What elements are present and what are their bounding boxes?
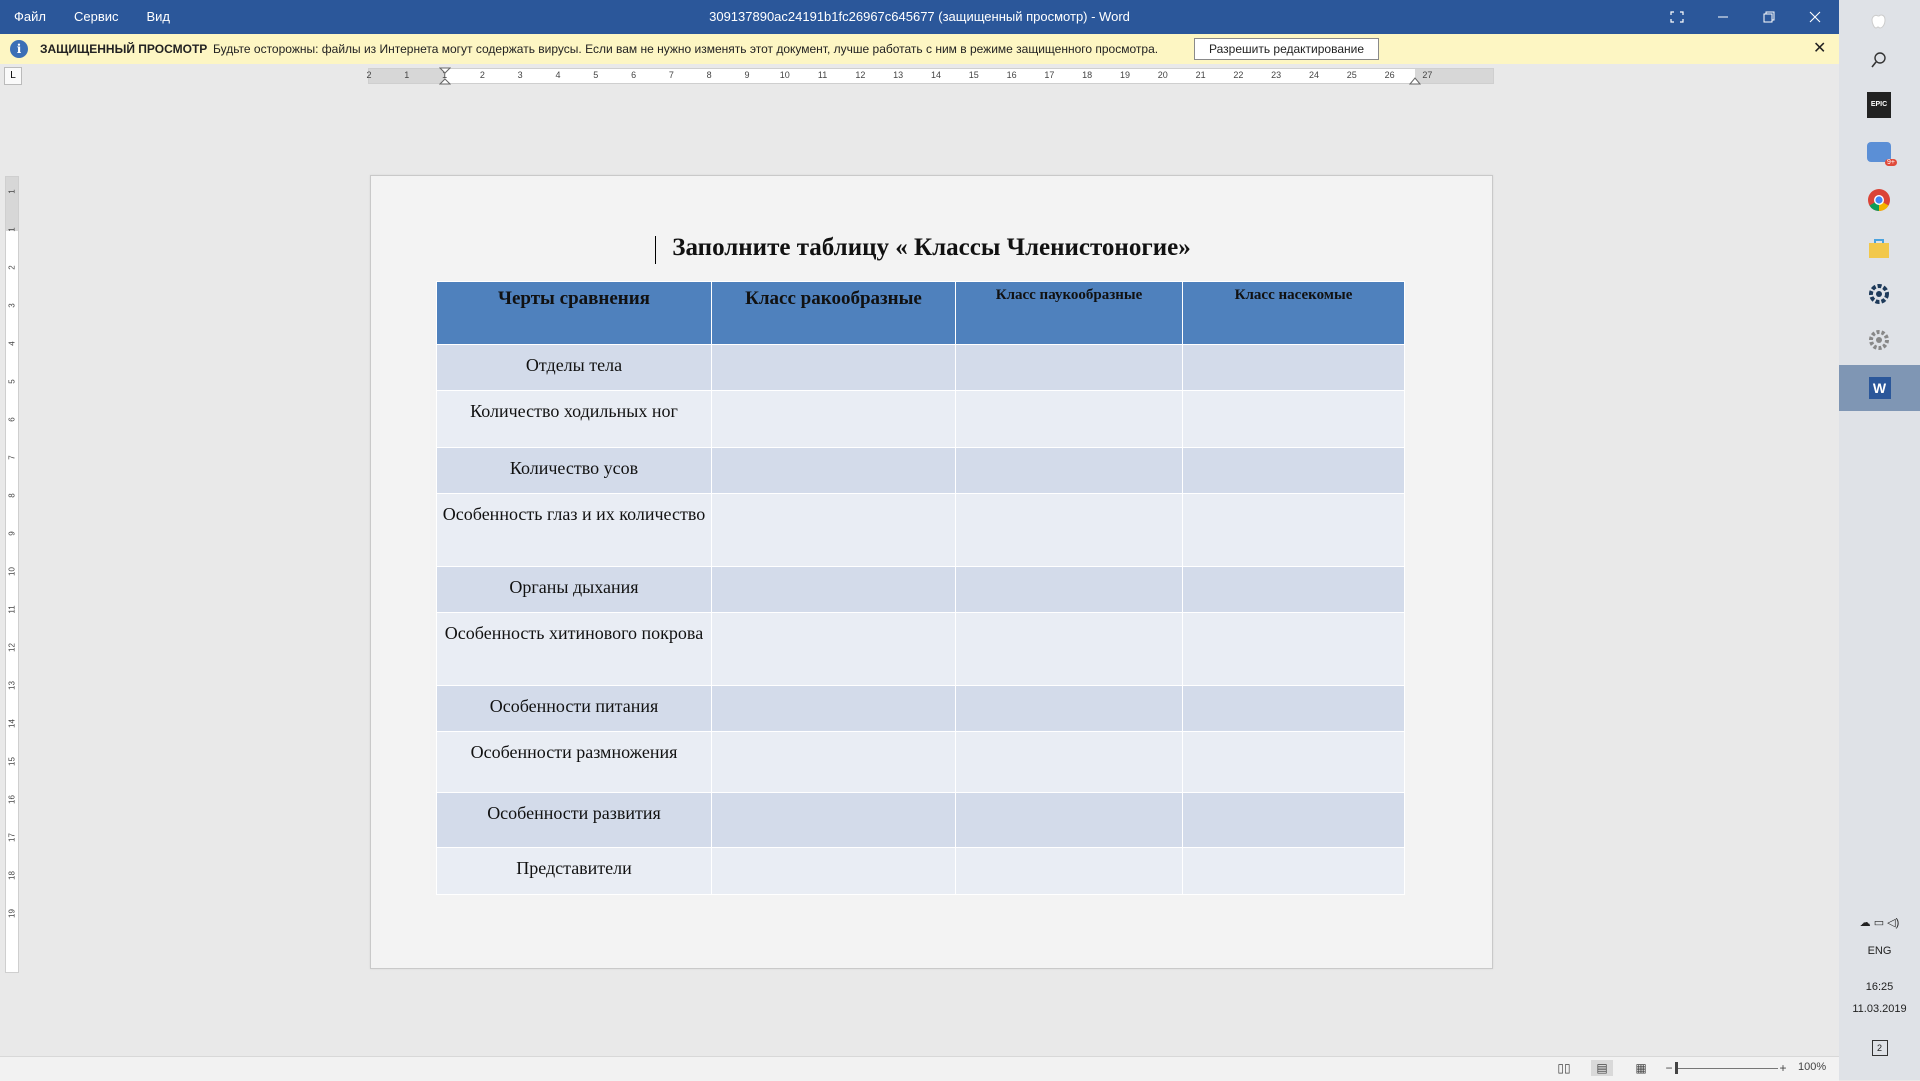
zoom-in-button[interactable]: + (1779, 1061, 1787, 1075)
right-indent-marker-icon[interactable] (1409, 73, 1421, 85)
ruler-tick-label: 7 (668, 70, 674, 80)
table-row (437, 613, 1405, 686)
answer-cell[interactable] (956, 793, 1183, 848)
fullscreen-button[interactable] (1654, 0, 1700, 34)
status-bar (0, 1056, 1839, 1081)
ruler-tick-label: 9 (744, 70, 750, 80)
answer-cell[interactable] (712, 494, 956, 567)
ruler-tick-label: 8 (706, 70, 712, 80)
answer-cell[interactable] (1183, 848, 1405, 895)
word-icon: W (1869, 377, 1891, 399)
answer-cell[interactable] (956, 848, 1183, 895)
store-icon[interactable] (1857, 230, 1901, 266)
table-row (437, 686, 1405, 732)
horizontal-ruler[interactable] (0, 64, 1839, 86)
answer-cell[interactable] (712, 391, 956, 448)
vruler-tick-label: 10 (7, 567, 17, 576)
header-crustaceans[interactable]: Класс ракообразные (712, 282, 956, 345)
header-insects[interactable]: Класс насекомые (1183, 282, 1405, 345)
vruler-tick-label: 11 (7, 605, 17, 614)
answer-cell[interactable] (1183, 613, 1405, 686)
apple-icon[interactable] (1857, 2, 1901, 38)
vruler-tick-label: 1 (7, 227, 17, 232)
settings-icon[interactable] (1857, 322, 1901, 358)
web-layout-icon[interactable]: ▦ (1635, 1061, 1647, 1075)
close-button[interactable] (1792, 0, 1838, 34)
clock-time[interactable]: 16:25 (1865, 981, 1894, 993)
vruler-tick-label: 4 (7, 341, 17, 346)
print-layout-icon[interactable]: ▤ (1591, 1060, 1613, 1076)
feature-cell[interactable]: Количество ходильных ног (437, 391, 712, 448)
epic-games-icon[interactable]: EPIC (1857, 87, 1901, 123)
ruler-tick-label: 13 (893, 70, 904, 80)
table-row (437, 494, 1405, 567)
answer-cell[interactable] (956, 567, 1183, 613)
close-icon (1809, 11, 1821, 23)
answer-cell[interactable] (956, 732, 1183, 793)
vruler-tick-label: 8 (7, 493, 17, 498)
ruler-tick-label: 19 (1119, 70, 1131, 80)
enable-editing-button[interactable]: Разрешить редактирование (1194, 38, 1379, 60)
restore-icon (1763, 11, 1775, 23)
ruler-tick-label: 5 (593, 70, 599, 80)
search-icon[interactable] (1857, 42, 1901, 78)
vruler-tick-label: 18 (7, 871, 17, 880)
feature-cell[interactable]: Особенности размножения (437, 732, 712, 793)
ruler-tick-label: 21 (1195, 70, 1206, 80)
minimize-icon (1717, 11, 1729, 23)
tab-selector[interactable]: L (4, 67, 22, 85)
table-header-row (437, 282, 1405, 345)
header-arachnids[interactable]: Класс паукообразные (956, 282, 1183, 345)
answer-cell[interactable] (712, 345, 956, 391)
clock-date[interactable]: 11.03.2019 (1852, 1003, 1907, 1015)
word-taskbar-button[interactable] (1839, 365, 1920, 411)
taskbar (1839, 0, 1920, 1080)
language-indicator[interactable]: ENG (1867, 945, 1892, 957)
table-row (437, 848, 1405, 895)
ruler-tick-label: 26 (1384, 70, 1395, 80)
restore-button[interactable] (1746, 0, 1792, 34)
answer-cell[interactable] (956, 448, 1183, 494)
answer-cell[interactable] (956, 494, 1183, 567)
answer-cell[interactable] (1183, 345, 1405, 391)
vruler-tick-label: 14 (7, 719, 17, 728)
notification-center-icon[interactable]: 2 (1839, 1040, 1920, 1056)
header-features[interactable]: Черты сравнения (437, 282, 712, 345)
ruler-tick-label: 18 (1082, 70, 1093, 80)
ruler-tick-label: 11 (817, 70, 828, 80)
vruler-tick-label: 17 (7, 833, 17, 842)
title-bar (0, 0, 1839, 34)
feature-cell[interactable]: Особенности питания (437, 686, 712, 732)
close-message-bar-icon[interactable]: ✕ (1813, 40, 1827, 57)
vertical-ruler[interactable] (5, 176, 19, 973)
vruler-tick-label: 15 (7, 757, 17, 766)
protected-view-message: Будьте осторожны: файлы из Интернета могут содержать вирусы. Если вам не нужно изменять этот документ, лучше работать с ним в режиме защищенного просмотра. (213, 42, 1159, 56)
ruler-tick-label: 1 (442, 70, 448, 80)
comparison-table[interactable] (436, 281, 1405, 895)
answer-cell[interactable] (1183, 567, 1405, 613)
feature-cell[interactable]: Особенность хитинового покрова (437, 613, 712, 686)
feature-cell[interactable]: Отделы тела (437, 345, 712, 391)
table-row (437, 448, 1405, 494)
minimize-button[interactable] (1700, 0, 1746, 34)
chrome-icon[interactable] (1857, 182, 1901, 218)
answer-cell[interactable] (712, 448, 956, 494)
answer-cell[interactable] (1183, 391, 1405, 448)
ruler-tick-label: 2 (479, 70, 485, 80)
ruler-tick-label: 12 (855, 70, 866, 80)
protected-view-bar (0, 34, 1839, 65)
vruler-tick-label: 6 (7, 417, 17, 422)
ruler-tick-label: 4 (555, 70, 561, 80)
vruler-tick-label: 16 (7, 795, 17, 804)
ruler-tick-label: 10 (779, 70, 790, 80)
menu-service[interactable]: Сервис (73, 9, 119, 24)
feature-cell[interactable]: Особенности развития (437, 793, 712, 848)
answer-cell[interactable] (1183, 686, 1405, 732)
answer-cell[interactable] (1183, 732, 1405, 793)
ruler-tick-label: 20 (1157, 70, 1168, 80)
table-row (437, 567, 1405, 613)
vruler-tick-label: 3 (7, 303, 17, 308)
vruler-tick-label: 5 (7, 379, 17, 384)
ruler-tick-label: 2 (366, 70, 372, 80)
answer-cell[interactable] (1183, 494, 1405, 567)
menu-view[interactable]: Вид (146, 9, 171, 24)
feature-cell[interactable]: Органы дыхания (437, 567, 712, 613)
chat-app-icon[interactable]: 9+ (1857, 134, 1901, 170)
ruler-tick-label: 6 (631, 70, 637, 80)
answer-cell[interactable] (712, 567, 956, 613)
answer-cell[interactable] (712, 732, 956, 793)
answer-cell[interactable] (712, 613, 956, 686)
info-icon: i (10, 40, 28, 58)
gear-app-icon[interactable] (1857, 276, 1901, 312)
vruler-tick-label: 9 (7, 531, 17, 536)
window-title: 309137890ac24191b1fc26967c645677 (защищенный просмотр) - Word (709, 9, 1130, 24)
table-row (437, 732, 1405, 793)
indent-marker-icon[interactable] (439, 67, 451, 85)
answer-cell[interactable] (956, 686, 1183, 732)
answer-cell[interactable] (956, 345, 1183, 391)
vruler-tick-label: 12 (7, 643, 17, 652)
ruler-tick-label: 23 (1271, 70, 1282, 80)
menu-bar (14, 0, 198, 34)
zoom-slider[interactable] (1678, 1068, 1778, 1069)
answer-cell[interactable] (956, 391, 1183, 448)
vruler-tick-label: 19 (7, 909, 17, 918)
ruler-tick-label: 25 (1346, 70, 1357, 80)
answer-cell[interactable] (712, 686, 956, 732)
answer-cell[interactable] (956, 613, 1183, 686)
protected-view-label: ЗАЩИЩЕННЫЙ ПРОСМОТР (40, 42, 208, 56)
vruler-tick-label: 13 (7, 681, 17, 690)
answer-cell[interactable] (1183, 448, 1405, 494)
document-page[interactable] (370, 175, 1493, 969)
zoom-level[interactable]: 100% (1798, 1061, 1827, 1073)
tray-icons[interactable]: ☁ ▭ ◁) (1859, 917, 1900, 929)
ruler-tick-label: 15 (968, 70, 979, 80)
ruler-strip[interactable] (368, 68, 1494, 84)
read-mode-icon[interactable]: ▯▯ (1557, 1061, 1571, 1075)
vruler-tick-label: 7 (7, 455, 17, 460)
zoom-out-button[interactable]: − (1665, 1061, 1673, 1075)
table-row (437, 345, 1405, 391)
ruler-tick-label: 17 (1044, 70, 1055, 80)
ruler-tick-label: 3 (517, 70, 523, 80)
answer-cell[interactable] (712, 848, 956, 895)
ruler-tick-label: 14 (930, 70, 942, 80)
ruler-tick-label: 24 (1308, 70, 1320, 80)
document-title: Заполните таблицу « Классы Членистоногие» (672, 234, 1191, 261)
vruler-tick-label: 1 (7, 189, 17, 194)
table-row (437, 391, 1405, 448)
feature-cell[interactable]: Особенность глаз и их количество (437, 494, 712, 567)
table-row (437, 793, 1405, 848)
ruler-tick-label: 27 (1422, 70, 1433, 80)
zoom-slider-thumb[interactable] (1675, 1062, 1678, 1074)
ruler-tick-label: 16 (1006, 70, 1017, 80)
fullscreen-icon (1670, 11, 1684, 23)
vruler-tick-label: 2 (7, 265, 17, 270)
answer-cell[interactable] (1183, 793, 1405, 848)
ruler-tick-label: 1 (404, 70, 410, 80)
answer-cell[interactable] (712, 793, 956, 848)
feature-cell[interactable]: Количество усов (437, 448, 712, 494)
feature-cell[interactable]: Представители (437, 848, 712, 895)
ruler-tick-label: 22 (1233, 70, 1244, 80)
menu-file[interactable]: Файл (14, 9, 46, 24)
